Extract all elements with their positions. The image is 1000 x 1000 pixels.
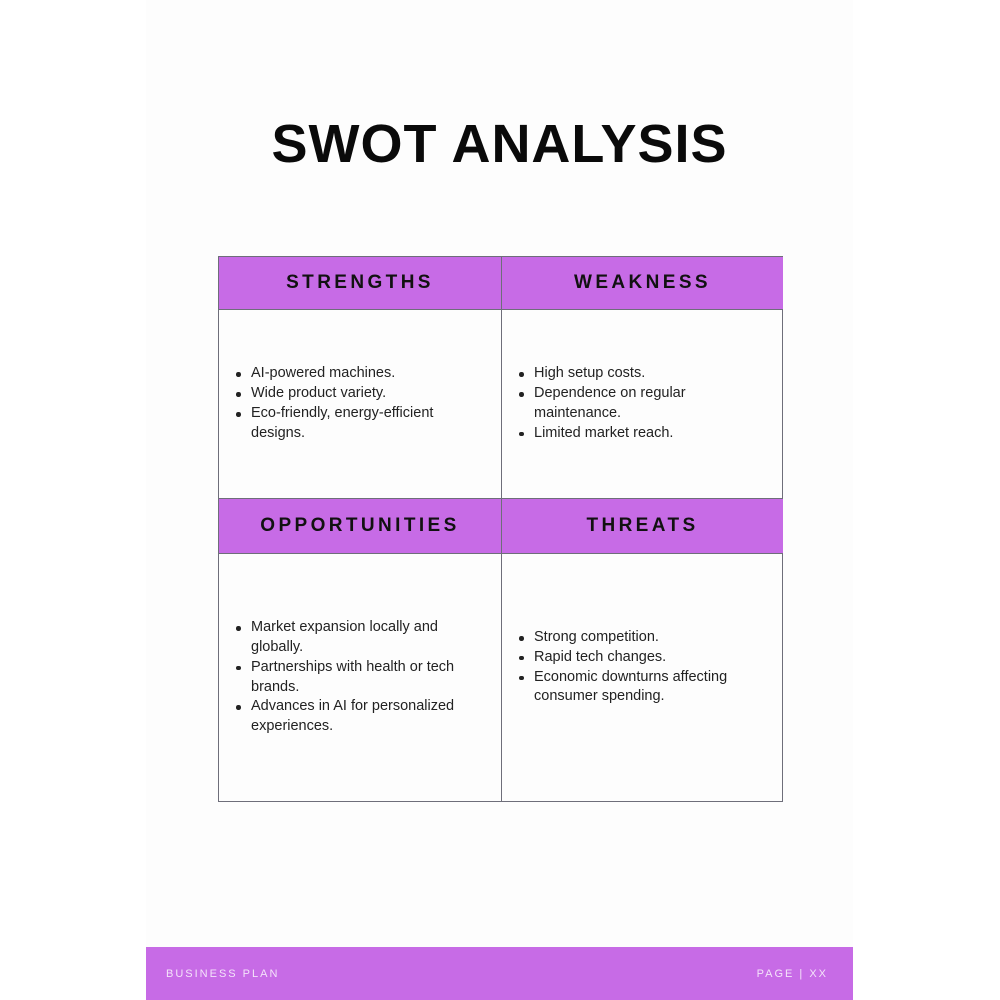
threats-heading: THREATS [502,499,783,554]
threats-cell [502,554,783,801]
footer-document-label: BUSINESS PLAN [166,968,280,980]
weakness-list [502,364,752,443]
opportunities-heading: OPPORTUNITIES [219,499,501,554]
list-item: Eco-friendly, energy-efficient designs. [251,404,473,444]
list-item: Economic downturns affecting consumer spending. [534,668,752,708]
list-item: Advances in AI for personalized experiences. [251,697,473,737]
list-item: Strong competition. [534,628,752,648]
page-title: SWOT ANALYSIS [271,114,728,174]
opportunities-cell [219,554,501,801]
opportunities-list [219,618,473,737]
strengths-heading: STRENGTHS [219,257,501,310]
footer-page-number: PAGE | XX [756,968,828,980]
swot-table [218,256,783,802]
strengths-list [219,364,473,443]
list-item: Wide product variety. [251,384,473,404]
weakness-heading: WEAKNESS [502,257,783,310]
list-item: Market expansion locally and globally. [251,618,473,658]
strengths-cell [219,310,501,498]
list-item: Rapid tech changes. [534,648,752,668]
threats-list [502,628,752,707]
list-item: Partnerships with health or tech brands. [251,658,473,698]
column-divider [501,257,502,801]
footer-bar [146,947,853,1000]
weakness-cell [502,310,783,498]
list-item: Limited market reach. [534,424,752,444]
list-item: High setup costs. [534,364,752,384]
list-item: AI-powered machines. [251,364,473,384]
list-item: Dependence on regular maintenance. [534,384,752,424]
document-page [146,0,853,1000]
